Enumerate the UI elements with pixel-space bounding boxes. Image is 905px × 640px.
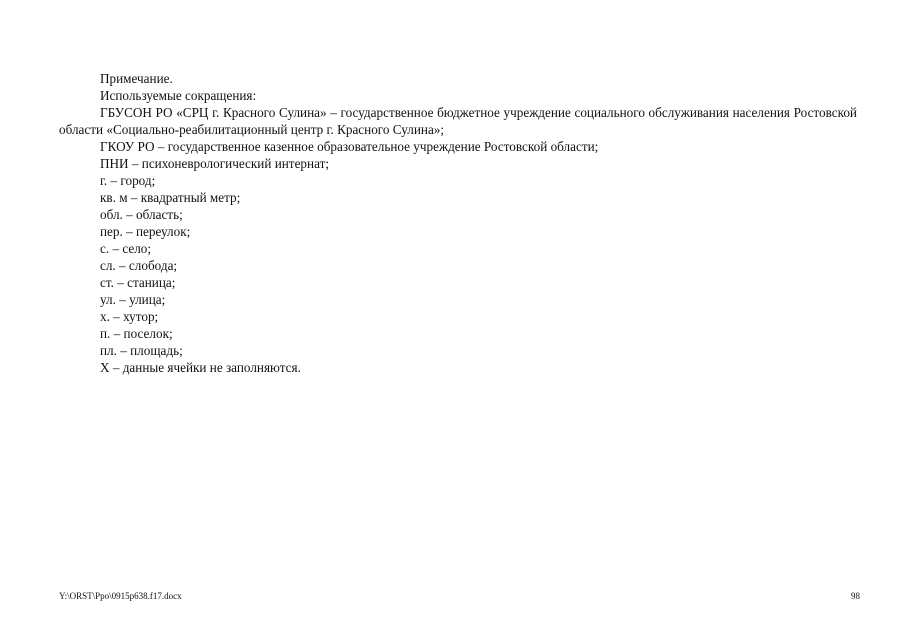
abbreviation-item: с. – село; [100, 241, 152, 256]
abbreviation-item-gkou: ГКОУ РО – государственное казенное образовательное учреждение Ростовской области; [100, 139, 599, 154]
notes-section [59, 70, 857, 376]
abbreviation-item: Х – данные ячейки не заполняются. [100, 360, 301, 375]
abbreviation-paragraph-gbuson: ГБУСОН РО «СРЦ г. Красного Сулина» – государственное бюджетное учреждение социального обслуживания населения Ростовской области «Социально-реабилитационный центр г. Красного Сулина»; [59, 105, 857, 137]
note-heading: Примечание. [100, 71, 173, 86]
footer-file-path: Y:\ORST\Ppo\0915p638.f17.docx [59, 591, 182, 601]
abbreviation-item: ст. – станица; [100, 275, 176, 290]
page-number: 98 [851, 591, 860, 601]
abbreviation-item: ПНИ – психоневрологический интернат; [100, 156, 330, 171]
abbreviation-item: ул. – улица; [100, 292, 166, 307]
abbreviation-item: пл. – площадь; [100, 343, 183, 358]
abbreviation-item: кв. м – квадратный метр; [100, 190, 241, 205]
abbreviation-item: п. – поселок; [100, 326, 173, 341]
abbreviations-heading: Используемые сокращения: [100, 88, 257, 103]
abbreviation-item: обл. – область; [100, 207, 183, 222]
abbreviation-item: г. – город; [100, 173, 156, 188]
abbreviation-item: сл. – слобода; [100, 258, 178, 273]
abbreviation-item: пер. – переулок; [100, 224, 191, 239]
abbreviation-item: х. – хутор; [100, 309, 159, 324]
